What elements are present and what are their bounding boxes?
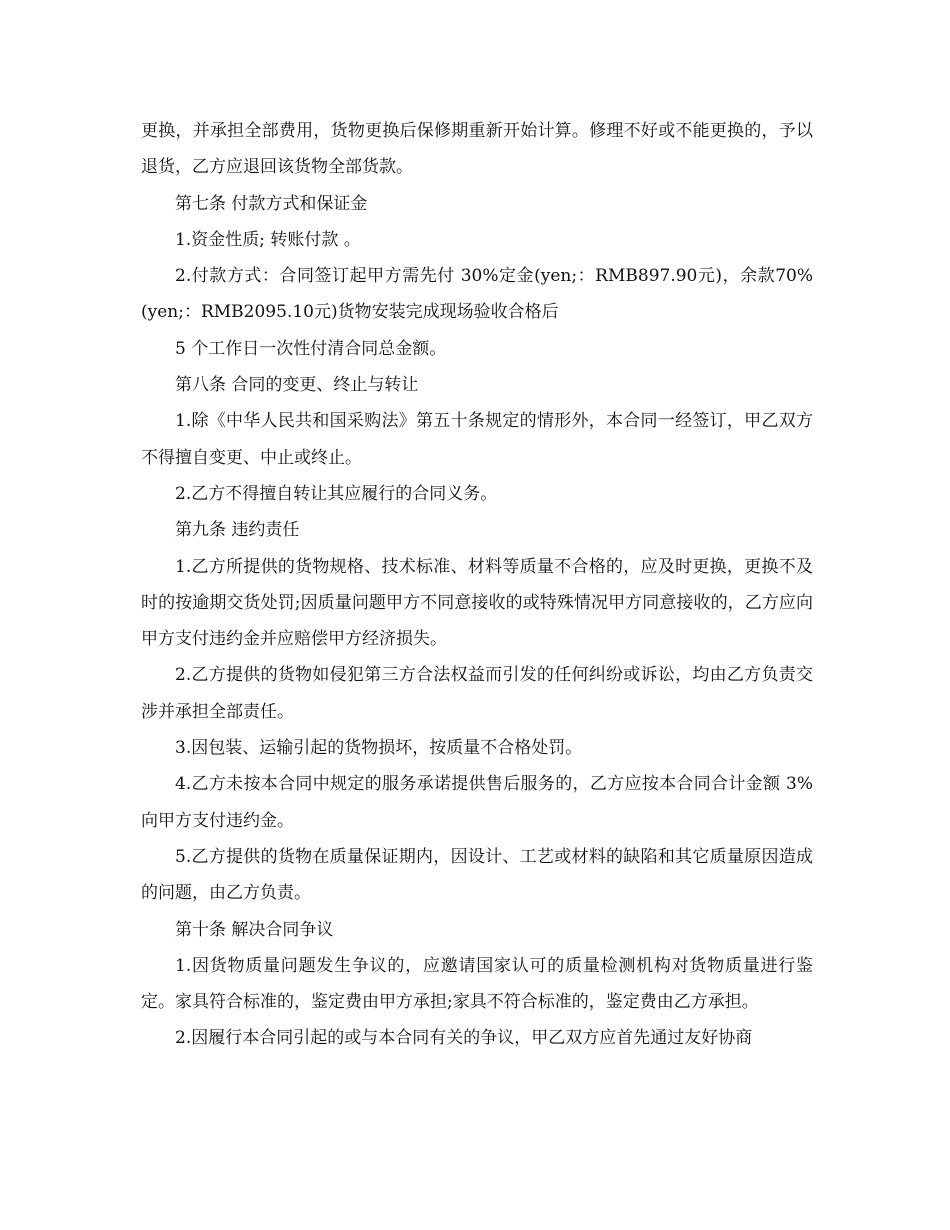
paragraph-9: 1.乙方所提供的货物规格、技术标准、材料等质量不合格的，应及时更换，更换不及时的按逾期交货处罚;因质量问题甲方不同意接收的或特殊情况甲方同意接收的，乙方应向甲方支付违约金并应赔偿甲方经济损失。 — [141, 556, 813, 650]
paragraph-11: 3.因包装、运输引起的货物损坏，按质量不合格处罚。 — [175, 738, 583, 759]
paragraph-7: 2.乙方不得擅自转让其应履行的合同义务。 — [175, 483, 498, 504]
section-heading-article-9: 第九条 违约责任 — [175, 520, 300, 541]
paragraph-12: 4.乙方未按本合同中规定的服务承诺提供售后服务的，乙方应按本合同合计金额 3%向甲方支付违约金。 — [141, 774, 813, 831]
paragraph-6: 1.除《中华人民共和国采购法》第五十条规定的情形外，本合同一经签订，甲乙双方不得擅自变更、中止或终止。 — [141, 411, 813, 468]
section-heading-article-8: 第八条 合同的变更、终止与转让 — [175, 375, 419, 396]
section-heading-article-7: 第七条 付款方式和保证金 — [175, 193, 368, 214]
paragraph-16: 2.因履行本合同引起的或与本合同有关的争议，甲乙双方应首先通过友好协商 — [175, 1028, 753, 1049]
paragraph-2: 1.资金性质; 转账付款 。 — [175, 229, 361, 250]
paragraph-4: 5 个工作日一次性付清合同总金额。 — [175, 338, 447, 359]
section-heading-article-10: 第十条 解决合同争议 — [175, 919, 334, 940]
paragraph-15: 1.因货物质量问题发生争议的，应邀请国家认可的质量检测机构对货物质量进行鉴定。家具符合标准的，鉴定费由甲方承担;家具不符合标准的，鉴定费由乙方承担。 — [141, 955, 813, 1013]
paragraph-10: 2.乙方提供的货物如侵犯第三方合法权益而引发的任何纠纷或诉讼，均由乙方负责交涉并承担全部责任。 — [141, 665, 813, 722]
paragraph-0: 更换，并承担全部费用，货物更换后保修期重新开始计算。修理不好或不能更换的，予以退货，乙方应退回该货物全部货款。 — [141, 121, 813, 178]
document-body — [141, 113, 813, 1057]
paragraph-13: 5.乙方提供的货物在质量保证期内，因设计、工艺或材料的缺陷和其它质量原因造成的问题，由乙方负责。 — [141, 846, 813, 904]
paragraph-3: 2.付款方式：合同签订起甲方需先付 30%定金(yen;：RMB897.90元)，余款70%(yen;：RMB2095.10元)货物安装完成现场验收合格后 — [141, 266, 813, 323]
